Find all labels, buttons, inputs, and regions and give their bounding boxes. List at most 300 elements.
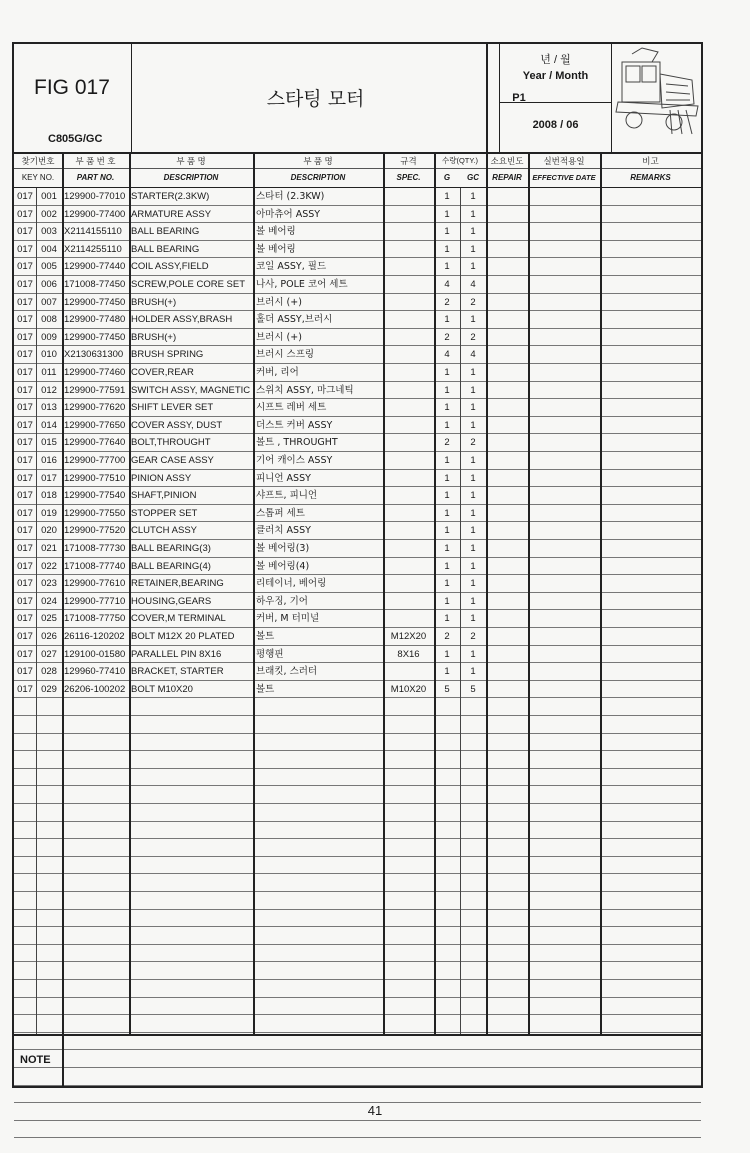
- table-row: [14, 962, 701, 980]
- cell-fig: 017: [17, 525, 33, 537]
- cell-en: BOLT,THROUGHT: [131, 437, 211, 449]
- cell-part: 129960-77410: [64, 666, 126, 678]
- cell-gc: 1: [470, 455, 476, 466]
- cell-ko: 스위치 ASSY, 마그네틱: [256, 384, 354, 396]
- cell-key: 011: [41, 367, 57, 378]
- cell-part: 26116-120202: [64, 631, 125, 642]
- cell-ko: 평행핀: [256, 648, 284, 660]
- note-section: [14, 1034, 701, 1088]
- cell-key: 020: [41, 525, 57, 537]
- cell-spec: [383, 258, 434, 275]
- table-row: [14, 646, 701, 664]
- cell-fig: 017: [17, 613, 33, 625]
- cell-spec: [383, 558, 434, 575]
- cell-key: 010: [41, 349, 57, 361]
- cell-fig: 017: [17, 226, 33, 238]
- col-spec-ko: 규격: [400, 156, 417, 166]
- table-row: [14, 681, 701, 699]
- col-desc1-en: DESCRIPTION: [163, 173, 219, 182]
- cell-spec: [383, 470, 434, 487]
- cell-part: 129900-77710: [64, 595, 126, 607]
- cell-en: BRUSH SPRING: [131, 349, 204, 361]
- cell-ko: 클러치 ASSY: [256, 525, 311, 537]
- cell-gc: 1: [470, 595, 476, 607]
- col-eff-en: EFFECTIVE DATE: [532, 173, 596, 182]
- cell-spec: [383, 294, 434, 311]
- table-row: [14, 910, 701, 928]
- cell-g: 2: [444, 437, 450, 449]
- cell-en: BOLT M12X 20 PLATED: [131, 631, 235, 642]
- cell-fig: 017: [17, 455, 33, 466]
- cell-part: 171008-77730: [64, 543, 126, 554]
- cell-fig: 017: [17, 191, 33, 202]
- cell-ko: 커버, M 터미널: [256, 613, 320, 625]
- cell-gc: 1: [470, 560, 476, 572]
- cell-spec: [383, 575, 434, 592]
- cell-ko: 홀더 ASSY,브러시: [256, 314, 333, 326]
- cell-g: 1: [444, 525, 450, 537]
- cell-ko: 더스트 커버 ASSY: [256, 419, 333, 431]
- cell-en: HOUSING,GEARS: [131, 595, 212, 607]
- cell-ko: 볼트: [256, 631, 275, 642]
- title-cell: [132, 44, 500, 152]
- cell-en: ARMATURE ASSY: [131, 208, 212, 220]
- cell-gc: 2: [470, 631, 476, 642]
- cell-key: 007: [41, 296, 57, 308]
- cell-fig: 017: [17, 349, 33, 361]
- cell-gc: 1: [470, 261, 476, 273]
- cell-en: BRUSH(+): [131, 296, 177, 308]
- cell-spec: [383, 610, 434, 627]
- cell-ko: 스톱퍼 세트: [256, 507, 305, 519]
- cell-g: 1: [444, 560, 450, 572]
- cell-gc: 1: [470, 191, 476, 202]
- cell-g: 4: [444, 349, 450, 361]
- cell-en: SWITCH ASSY, MAGNETIC: [131, 384, 251, 396]
- cell-en: SHAFT,PINION: [131, 490, 197, 502]
- cell-key: 001: [41, 191, 57, 202]
- cell-g: 1: [444, 507, 450, 519]
- cell-key: 015: [41, 437, 57, 449]
- cell-fig: 017: [17, 631, 33, 642]
- table-row: [14, 346, 701, 364]
- cell-g: 1: [444, 314, 450, 326]
- cell-gc: 1: [470, 666, 476, 678]
- table-row: [14, 505, 701, 523]
- table-row: [14, 206, 701, 224]
- cell-spec: [383, 663, 434, 680]
- cell-part: 129900-77700: [64, 455, 126, 466]
- table-row: [14, 575, 701, 593]
- cell-spec: [383, 329, 434, 346]
- cell-fig: 017: [17, 279, 33, 290]
- cell-part: 171008-77450: [64, 279, 126, 290]
- cell-fig: 017: [17, 331, 33, 343]
- cell-g: 1: [444, 208, 450, 220]
- cell-gc: 1: [470, 419, 476, 431]
- cell-fig: 017: [17, 595, 33, 607]
- year-month-value: 2008 / 06: [532, 119, 579, 131]
- cell-gc: 4: [470, 349, 476, 361]
- table-row: [14, 258, 701, 276]
- cell-spec: [383, 311, 434, 328]
- cell-gc: 1: [470, 472, 476, 484]
- cell-part: 129900-77010: [64, 191, 126, 202]
- col-key-ko: 찾기번호: [21, 156, 55, 166]
- table-row: [14, 382, 701, 400]
- table-row: [14, 698, 701, 716]
- cell-spec: [383, 540, 434, 557]
- cell-g: 1: [444, 367, 450, 378]
- table-row: [14, 188, 701, 206]
- col-desc2-ko: 부 품 명: [303, 156, 333, 166]
- cell-ko: 브래킷, 스러터: [256, 666, 318, 678]
- cell-part: 129900-77400: [64, 208, 126, 220]
- cell-fig: 017: [17, 683, 33, 695]
- table-row: [14, 874, 701, 892]
- col-spec-en: SPEC.: [396, 173, 421, 182]
- table-row: [14, 998, 701, 1016]
- table-row: [14, 716, 701, 734]
- table-row: [14, 276, 701, 294]
- cell-part: 129900-77440: [64, 261, 126, 273]
- fig-number: FIG 017: [34, 76, 110, 99]
- cell-key: 018: [41, 490, 57, 502]
- cell-fig: 017: [17, 578, 33, 590]
- table-row: [14, 470, 701, 488]
- cell-ko: 나사, POLE 코어 세트: [256, 279, 348, 290]
- cell-gc: 1: [470, 208, 476, 220]
- cell-spec: [383, 382, 434, 399]
- table-header-ko: [14, 152, 701, 169]
- cell-key: 021: [41, 543, 57, 554]
- col-key-en: KEY NO.: [21, 173, 55, 182]
- cell-gc: 1: [470, 314, 476, 326]
- col-part-ko: 부 품 번 호: [75, 156, 116, 166]
- cell-part: 129900-77480: [64, 314, 126, 326]
- cell-en: BRACKET, STARTER: [131, 666, 224, 678]
- cell-ko: 아마츄어 ASSY: [256, 208, 321, 220]
- cell-gc: 2: [470, 437, 476, 449]
- cell-spec: 8X16: [397, 648, 420, 660]
- cell-spec: [383, 487, 434, 504]
- cell-spec: [383, 399, 434, 416]
- cell-gc: 2: [470, 296, 476, 308]
- table-row: [14, 1121, 701, 1139]
- cell-ko: 브러시 스프링: [256, 349, 315, 361]
- cell-g: 1: [444, 613, 450, 625]
- cell-part: 129900-77650: [64, 419, 126, 431]
- cell-spec: [383, 364, 434, 381]
- cell-gc: 1: [470, 613, 476, 625]
- table-row: [14, 1015, 701, 1033]
- harvester-icon: [612, 44, 701, 152]
- cell-part: X2114155110: [64, 226, 122, 238]
- table-row: [14, 241, 701, 259]
- col-repair-ko: 소요빈도: [490, 156, 524, 166]
- table-row: [14, 857, 701, 875]
- cell-spec: [383, 417, 434, 434]
- cell-ko: 시프트 레버 세트: [256, 402, 327, 414]
- cell-part: X2130631300: [64, 349, 124, 361]
- cell-en: BOLT M10X20: [131, 683, 193, 695]
- cell-ko: 커버, 리어: [256, 367, 299, 378]
- cell-g: 2: [444, 331, 450, 343]
- col-repair-en: REPAIR: [492, 173, 522, 182]
- cell-g: 1: [444, 419, 450, 431]
- col-rem-en: REMARKS: [630, 173, 671, 182]
- cell-fig: 017: [17, 472, 33, 484]
- cell-fig: 017: [17, 437, 33, 449]
- cell-g: 1: [444, 455, 450, 466]
- page-number: 41: [367, 1103, 383, 1118]
- cell-g: 1: [444, 243, 450, 255]
- cell-key: 024: [41, 595, 57, 607]
- table-row: [14, 804, 701, 822]
- cell-en: PARALLEL PIN 8X16: [131, 648, 222, 660]
- cell-ko: 스타터 (2.3KW): [256, 191, 325, 202]
- cell-key: 008: [41, 314, 57, 326]
- cell-part: 129900-77550: [64, 507, 126, 519]
- fig-cell: [14, 44, 132, 152]
- table-row: [14, 610, 701, 628]
- cell-key: 004: [41, 243, 57, 255]
- cell-en: STARTER(2.3KW): [131, 191, 210, 202]
- cell-en: SHIFT LEVER SET: [131, 402, 214, 414]
- cell-g: 4: [444, 279, 450, 290]
- cell-part: X2114255110: [64, 243, 122, 255]
- cell-key: 026: [41, 631, 57, 642]
- cell-gc: 2: [470, 331, 476, 343]
- cell-spec: [383, 188, 434, 205]
- cell-spec: [383, 505, 434, 522]
- cell-spec: [383, 593, 434, 610]
- cell-ko: 볼 베어링(3): [256, 543, 310, 554]
- cell-g: 1: [444, 578, 450, 590]
- table-row: [14, 223, 701, 241]
- cell-gc: 1: [470, 367, 476, 378]
- cell-gc: 1: [470, 490, 476, 502]
- cell-part: 129900-77620: [64, 402, 126, 414]
- col-desc1-ko: 부 품 명: [176, 156, 206, 166]
- year-month-label-ko: 년 / 월: [540, 54, 571, 66]
- table-row: [14, 980, 701, 998]
- cell-fig: 017: [17, 208, 33, 220]
- cell-key: 006: [41, 279, 57, 290]
- cell-spec: M12X20: [390, 631, 427, 642]
- cell-spec: [383, 223, 434, 240]
- page-title: 스타팅 모터: [266, 88, 365, 110]
- cell-fig: 017: [17, 384, 33, 396]
- cell-part: 129900-77510: [64, 472, 126, 484]
- cell-part: 129900-77591: [64, 384, 126, 396]
- cell-part: 129900-77610: [64, 578, 126, 590]
- cell-ko: 볼 베어링: [256, 243, 296, 255]
- table-row: [14, 663, 701, 681]
- cell-ko: 리테이너, 베어링: [256, 578, 327, 590]
- cell-en: RETAINER,BEARING: [131, 578, 224, 590]
- table-row: [14, 522, 701, 540]
- cell-key: 017: [41, 472, 57, 484]
- table-row: [14, 839, 701, 857]
- cell-key: 025: [41, 613, 57, 625]
- table-row: [14, 417, 701, 435]
- cell-spec: [383, 346, 434, 363]
- cell-en: BRUSH(+): [131, 331, 177, 343]
- cell-ko: 코일 ASSY, 필드: [256, 261, 327, 273]
- table-row: [14, 734, 701, 752]
- cell-en: PINION ASSY: [131, 472, 192, 484]
- cell-en: COIL ASSY,FIELD: [131, 261, 209, 273]
- cell-en: BALL BEARING: [131, 226, 200, 238]
- cell-g: 1: [444, 648, 450, 660]
- cell-fig: 017: [17, 367, 33, 378]
- cell-part: 26206-100202: [64, 683, 126, 695]
- cell-gc: 1: [470, 525, 476, 537]
- table-row: [14, 294, 701, 312]
- cell-gc: 1: [470, 226, 476, 238]
- cell-part: 171008-77750: [64, 613, 126, 625]
- cell-ko: 피니언 ASSY: [256, 472, 311, 484]
- cell-key: 028: [41, 666, 57, 678]
- cell-g: 1: [444, 226, 450, 238]
- table-row: [14, 434, 701, 452]
- cell-fig: 017: [17, 296, 33, 308]
- cell-spec: [383, 206, 434, 223]
- cell-fig: 017: [17, 666, 33, 678]
- cell-part: 129900-77640: [64, 437, 126, 449]
- cell-fig: 017: [17, 314, 33, 326]
- table-row: [14, 945, 701, 963]
- table-row: [14, 558, 701, 576]
- cell-en: COVER,M TERMINAL: [131, 613, 226, 625]
- cell-fig: 017: [17, 419, 33, 431]
- cell-ko: 브러시 (+): [256, 296, 302, 308]
- cell-g: 2: [444, 631, 450, 642]
- cell-ko: 기어 캐이스 ASSY: [256, 455, 333, 466]
- cell-gc: 1: [470, 243, 476, 255]
- cell-fig: 017: [17, 648, 33, 660]
- cell-fig: 017: [17, 507, 33, 519]
- col-qty-ko: 수량(QTY.): [441, 156, 479, 165]
- cell-en: COVER,REAR: [131, 367, 194, 378]
- cell-en: CLUTCH ASSY: [131, 525, 197, 537]
- table-row: [14, 593, 701, 611]
- table-row: [14, 927, 701, 945]
- cell-spec: [383, 276, 434, 293]
- cell-key: 012: [41, 384, 57, 396]
- table-row: [14, 786, 701, 804]
- col-eff-ko: 실번적용일: [543, 156, 585, 166]
- model-name: C805G/GC: [48, 133, 103, 145]
- cell-ko: 볼트: [256, 683, 275, 695]
- cell-gc: 1: [470, 507, 476, 519]
- cell-part: 171008-77740: [64, 560, 126, 572]
- cell-key: 003: [41, 226, 57, 238]
- table-row: [14, 769, 701, 787]
- cell-en: SCREW,POLE CORE SET: [131, 279, 246, 290]
- table-row: [14, 399, 701, 417]
- table-row: [14, 628, 701, 646]
- cell-en: BALL BEARING(3): [131, 543, 211, 554]
- col-part-en: PART NO.: [76, 173, 115, 182]
- cell-fig: 017: [17, 490, 33, 502]
- cell-key: 014: [41, 419, 57, 431]
- cell-g: 1: [444, 595, 450, 607]
- cell-part: 129100-01580: [64, 648, 126, 660]
- cell-g: 1: [444, 666, 450, 678]
- cell-fig: 017: [17, 243, 33, 255]
- col-rem-ko: 비고: [642, 156, 659, 166]
- col-desc2-en: DESCRIPTION: [290, 173, 346, 182]
- page-header: [14, 44, 701, 154]
- cell-part: 129900-77460: [64, 367, 126, 378]
- cell-spec: M10X20: [390, 683, 427, 695]
- cell-en: HOLDER ASSY,BRASH: [131, 314, 233, 326]
- table-row: [14, 487, 701, 505]
- cell-fig: 017: [17, 402, 33, 414]
- cell-key: 019: [41, 507, 57, 519]
- cell-key: 027: [41, 648, 57, 660]
- cell-ko: 볼 베어링: [256, 226, 296, 238]
- table-row: [14, 452, 701, 470]
- cell-gc: 1: [470, 543, 476, 554]
- cell-spec: [383, 452, 434, 469]
- page-code: P1: [512, 92, 526, 104]
- cell-gc: 1: [470, 384, 476, 396]
- machine-illustration: [612, 44, 701, 152]
- cell-gc: 4: [470, 279, 476, 290]
- table-header-en: [14, 169, 701, 188]
- cell-g: 1: [444, 543, 450, 554]
- cell-fig: 017: [17, 261, 33, 273]
- cell-en: GEAR CASE ASSY: [131, 455, 214, 466]
- parts-catalog-page: [12, 42, 703, 1088]
- cell-spec: [383, 241, 434, 258]
- cell-gc: 1: [470, 648, 476, 660]
- cell-part: 129900-77450: [64, 331, 126, 343]
- cell-part: 129900-77520: [64, 525, 126, 537]
- cell-part: 129900-77450: [64, 296, 126, 308]
- cell-ko: 하우징, 기어: [256, 595, 308, 607]
- cell-g: 1: [444, 191, 450, 202]
- cell-spec: [383, 522, 434, 539]
- cell-g: 1: [444, 472, 450, 484]
- cell-gc: 5: [470, 683, 476, 695]
- cell-key: 023: [41, 578, 57, 590]
- table-row: [14, 540, 701, 558]
- note-label: NOTE: [20, 1054, 51, 1066]
- cell-en: BALL BEARING(4): [131, 560, 211, 572]
- cell-ko: 볼트 , THROUGHT: [256, 437, 338, 449]
- table-row: [14, 364, 701, 382]
- cell-fig: 017: [17, 560, 33, 572]
- table-row: [14, 892, 701, 910]
- cell-key: 002: [41, 208, 57, 220]
- cell-gc: 1: [470, 578, 476, 590]
- cell-key: 009: [41, 331, 57, 343]
- cell-g: 1: [444, 402, 450, 414]
- cell-g: 1: [444, 261, 450, 273]
- cell-fig: 017: [17, 543, 33, 554]
- cell-part: 129900-77540: [64, 490, 126, 502]
- table-row: [14, 329, 701, 347]
- cell-ko: 샤프트, 피니언: [256, 490, 318, 502]
- cell-en: COVER ASSY, DUST: [131, 419, 223, 431]
- table-row: [14, 751, 701, 769]
- cell-g: 1: [444, 490, 450, 502]
- cell-spec: [383, 434, 434, 451]
